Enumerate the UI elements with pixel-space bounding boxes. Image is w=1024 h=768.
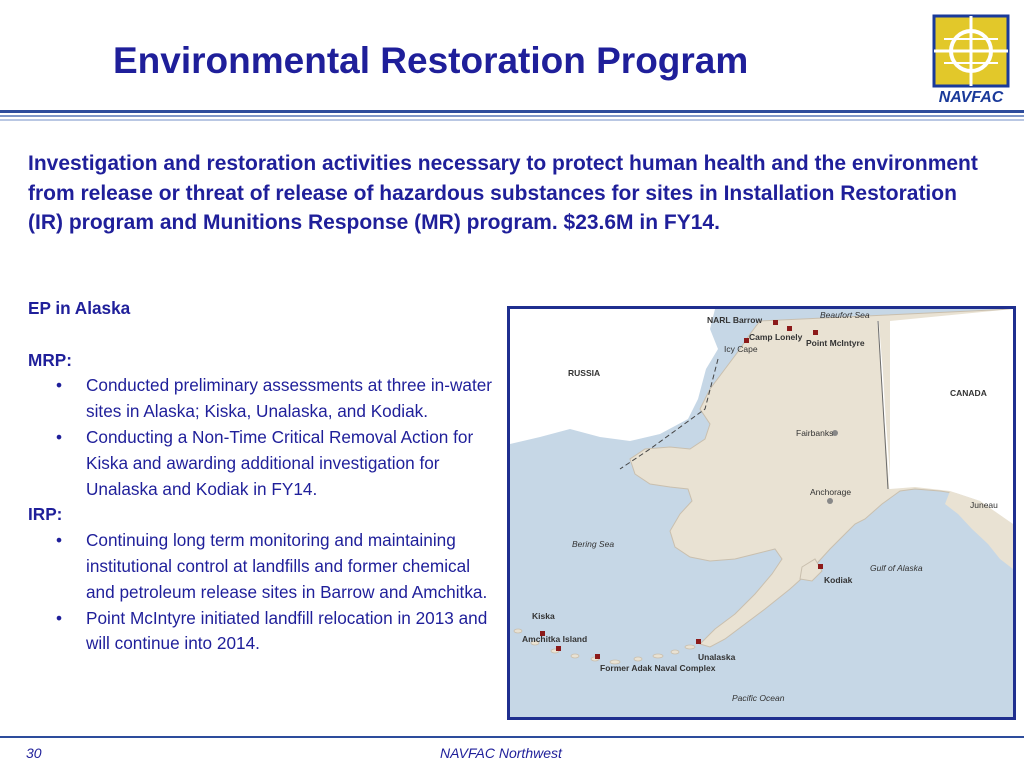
irp-list (28, 528, 503, 657)
site-unalaska (696, 639, 701, 644)
list-item: • Point McIntyre initiated landfill relocation in 2013 and will continue into 2014. (56, 607, 488, 654)
label-fairbanks: Fairbanks (796, 428, 834, 438)
site-narl-barrow (773, 320, 778, 325)
title-rule-3 (0, 119, 1024, 121)
label-icy-cape: Icy Cape (724, 344, 758, 354)
site-amchitka (556, 646, 561, 651)
label-amchitka-island: Amchitka Island (522, 634, 588, 644)
irp-label: IRP: (28, 504, 63, 525)
navfac-logo (930, 14, 1012, 106)
list-item: • Continuing long term monitoring and maintaining institutional control at landfills and former chemical and petroleum release sites in Barrow and Amchitka. (56, 530, 488, 602)
section-heading: EP in Alaska (28, 298, 131, 318)
label-kodiak: Kodiak (824, 575, 853, 585)
site-kodiak (818, 564, 823, 569)
site-point-mcintyre (813, 330, 818, 335)
label-gulf-of-alaska: Gulf of Alaska (870, 563, 923, 573)
mrp-label: MRP: (28, 349, 72, 370)
label-russia: RUSSIA (568, 368, 601, 378)
title-rule (0, 110, 1024, 113)
logo-text: NAVFAC (938, 89, 1004, 106)
label-canada: CANADA (950, 388, 987, 398)
alaska-map (507, 306, 1016, 720)
label-kiska: Kiska (532, 611, 555, 621)
site-camp-lonely-east (787, 326, 792, 331)
label-point-mcintyre: Point McIntyre (806, 338, 865, 348)
alaska-section (28, 296, 503, 657)
label-former-adak: Former Adak Naval Complex (600, 663, 716, 673)
page-number: 30 (26, 745, 42, 761)
intro-paragraph: Investigation and restoration activities necessary to protect human health and the environment from release or threat of release of hazardous substances for sites in Installation Restoration (IR) program and Munitions Response (MR) program. $23.6M in FY14. (28, 152, 978, 234)
mrp-list (28, 373, 503, 502)
list-item: • Conducted preliminary assessments at three in-water sites in Alaska; Kiska, Unalaska, and Kodiak. (56, 375, 492, 422)
footer-org: NAVFAC Northwest (440, 745, 562, 761)
label-narl-barrow: NARL Barrow (707, 315, 763, 325)
label-juneau: Juneau (970, 500, 998, 510)
list-item: • Conducting a Non-Time Critical Removal Action for Kiska and awarding additional investigation for Unalaska and Kodiak in FY14. (56, 426, 474, 499)
title-rule-2 (0, 115, 1024, 117)
label-anchorage: Anchorage (810, 487, 852, 497)
site-adak (595, 654, 600, 659)
label-unalaska: Unalaska (698, 652, 736, 662)
anchorage-dot (827, 498, 833, 504)
slide-title: Environmental Restoration Program (113, 40, 749, 81)
footer-rule (0, 736, 1024, 738)
label-pacific-ocean: Pacific Ocean (732, 693, 785, 703)
label-bering-sea: Bering Sea (572, 539, 615, 549)
label-beaufort-sea: Beaufort Sea (820, 310, 870, 320)
label-camp-lonely: Camp Lonely (749, 332, 803, 342)
